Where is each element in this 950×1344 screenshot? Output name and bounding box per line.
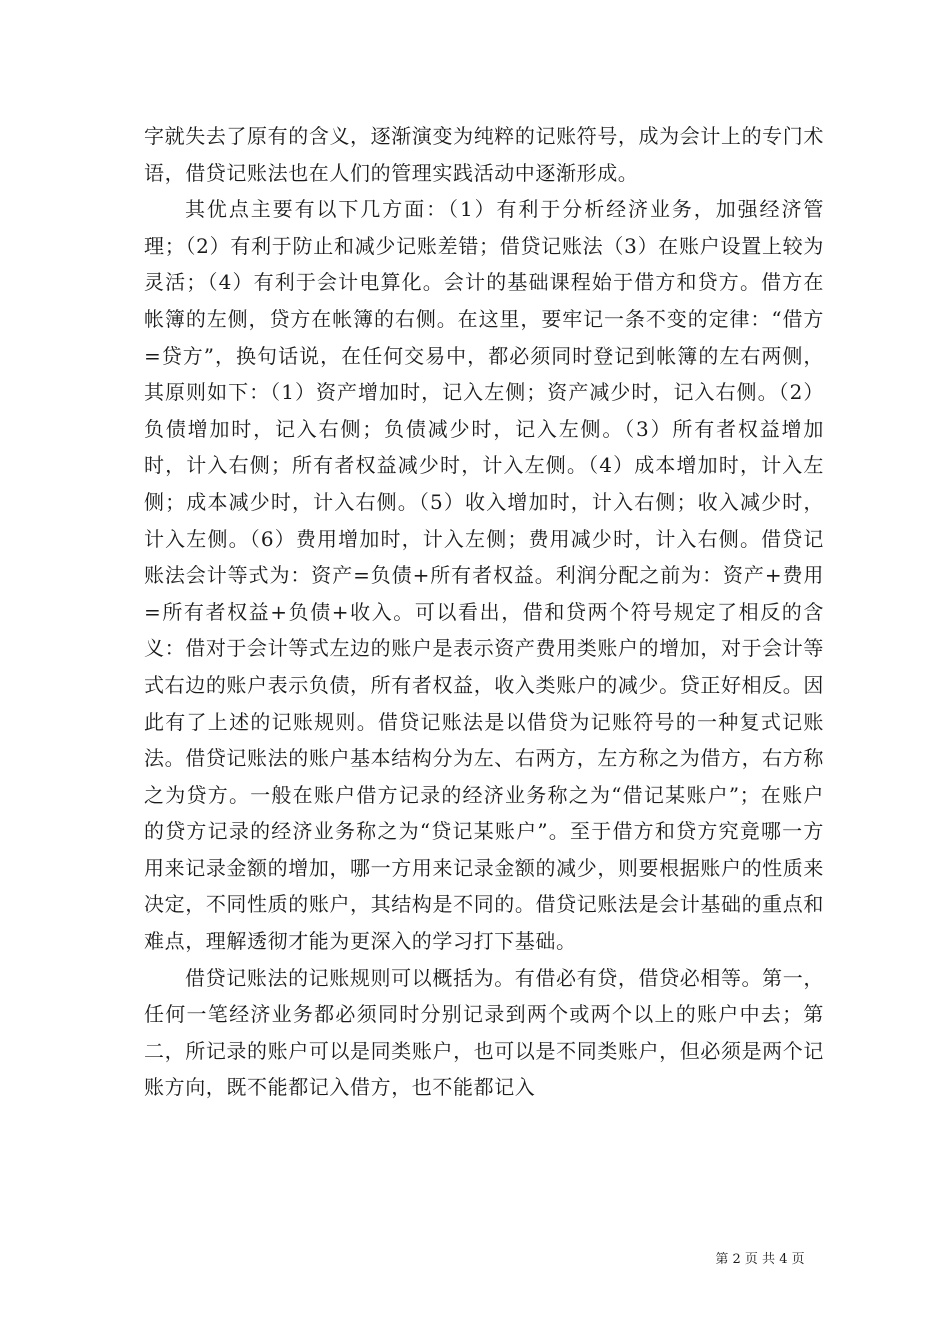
page-number-footer: 第 2 页 共 4 页 xyxy=(715,1252,805,1267)
paragraph-continuation: 字就失去了原有的含义，逐渐演变为纯粹的记账符号，成为会计上的专门术语，借贷记账法也在人们的管理实践活动中逐渐形成。 xyxy=(144,124,824,185)
paragraph-advantages: 其优点主要有以下几方面：（1）有利于分析经济业务，加强经济管理；（2）有利于防止和减少记账差错；借贷记账法（3）在账户设置上较为灵活；（4）有利于会计电算化。会计的基础课程始于借方和贷方。借方在帐簿的左侧，贷方在帐簿的右侧。在这里，要牢记一条不变的定律：“借方=贷方”，换句话说，在任何交易中，都必须同时登记到帐簿的左右两侧，其原则如下：（1）资产增加时，记入左侧；资产减少时，记入右侧。（2）负债增加时，记入右侧；负债减少时，记入左侧。（3）所有者权益增加时，计入右侧；所有者权益减少时，计入左侧。（4）成本增加时，计入左侧；成本减少时，计入右侧。（5）收入增加时，计入右侧；收入减少时，计入左侧。（6）费用增加时，计入左侧；费用减少时，计入右侧。借贷记账法会计等式为：资产=负债+所有者权益。利润分配之前为：资产+费用=所有者权益+负债+收入。可以看出，借和贷两个符号规定了相反的含义：借对于会计等式左边的账户是表示资产费用类账户的增加，对于会计等式右边的账户表示负债，所有者权益，收入类账户的减少。贷正好相反。因此有了上述的记账规则。借贷记账法是以借贷为记账符号的一种复式记账法。借贷记账法的账户基本结构分为左、右两方，左方称之为借方，右方称之为贷方。一般在账户借方记录的经济业务称之为“借记某账户”；在账户的贷方记录的经济业务称之为“贷记某账户”。至于借方和贷方究竟哪一方用来记录金额的增加，哪一方用来记录金额的减少，则要根据账户的性质来决定，不同性质的账户，其结构是不同的。借贷记账法是会计基础的重点和难点，理解透彻才能为更深入的学习打下基础。 xyxy=(144,197,824,954)
document-body xyxy=(144,118,824,1106)
paragraph-rules: 借贷记账法的记账规则可以概括为。有借必有贷，借贷必相等。第一，任何一笔经济业务都必须同时分别记录到两个或两个以上的账户中去；第二，所记录的账户可以是同类账户，也可以是不同类账户，但必须是两个记账方向，既不能都记入借方，也不能都记入 xyxy=(144,965,824,1100)
